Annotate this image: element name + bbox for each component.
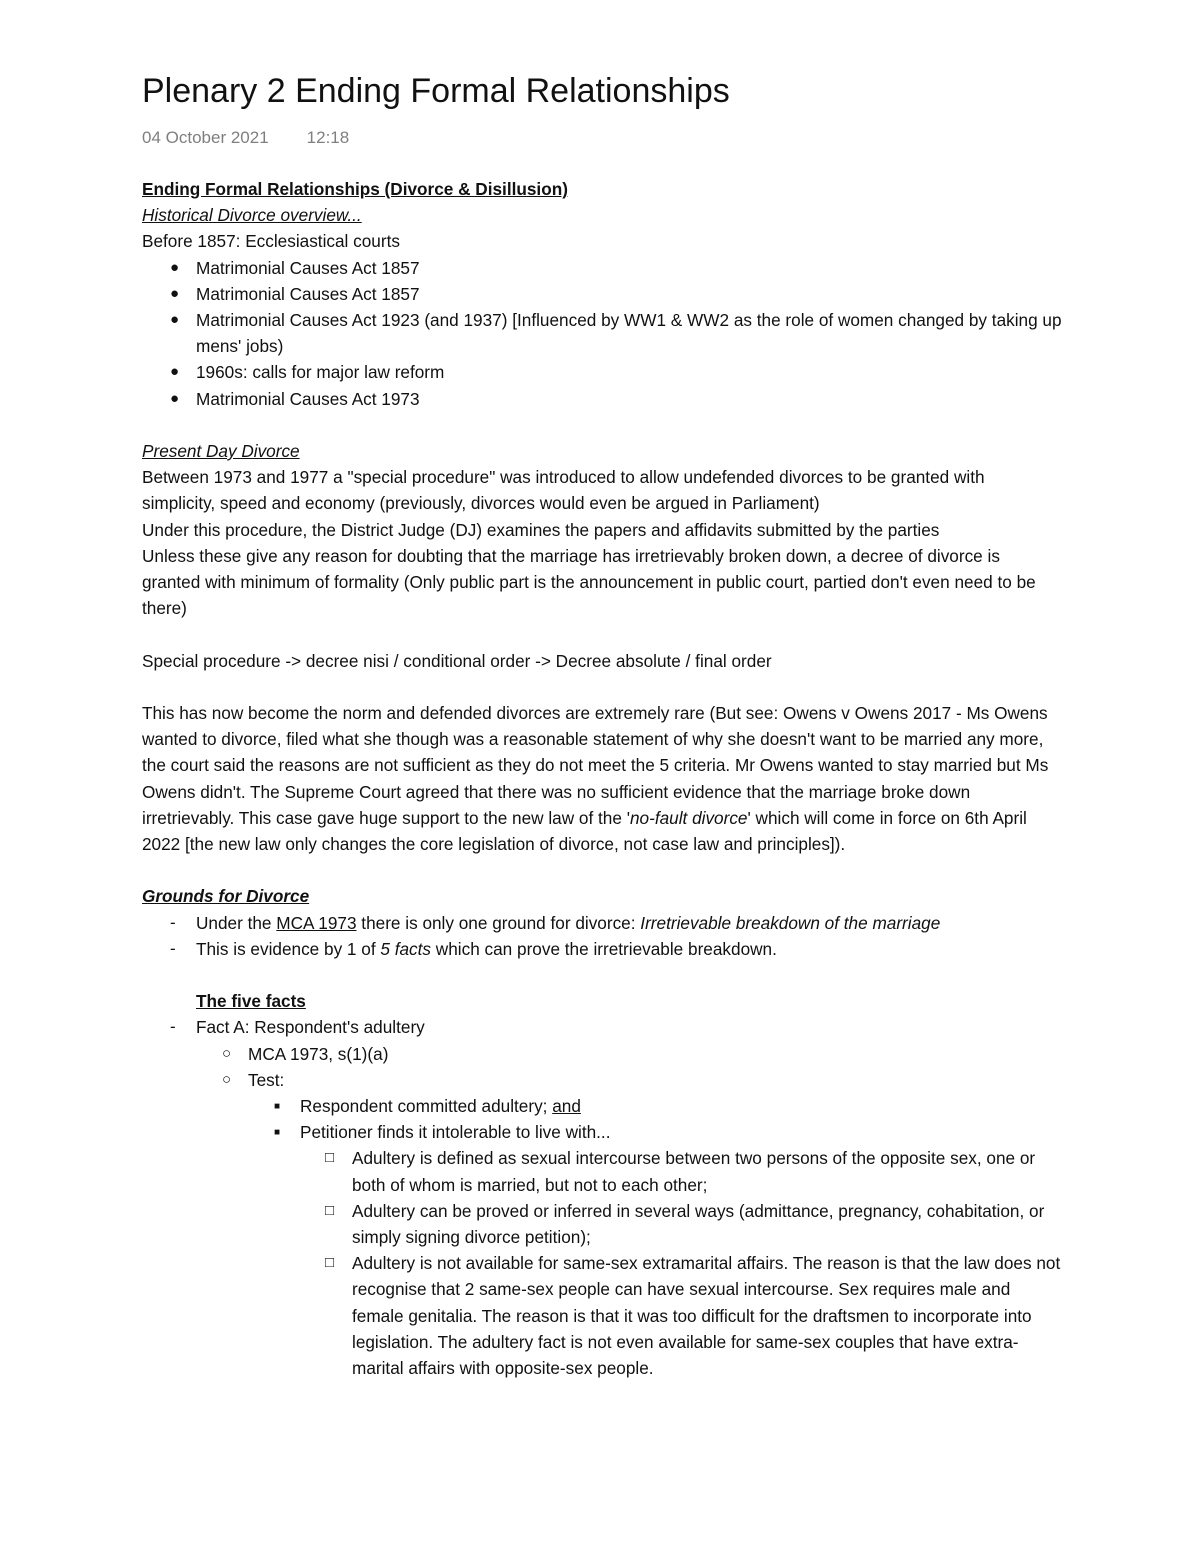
- subheading-historical: Historical Divorce overview...: [142, 205, 362, 226]
- section-heading-grounds: Grounds for Divorce: [142, 886, 310, 907]
- list-item: ● Matrimonial Causes Act 1973: [142, 386, 1062, 412]
- underlined-term: and: [552, 1096, 581, 1117]
- test-list: [142, 1093, 1062, 1145]
- paragraph: Under this procedure, the District Judge (DJ) examines the papers and affidavits submitted by the parties: [142, 519, 940, 540]
- facts-list: [142, 1014, 1062, 1040]
- italic-term: 5 facts: [380, 938, 432, 959]
- note-body: [142, 176, 1062, 1381]
- bullet-icon: ●: [170, 363, 180, 381]
- list-item: ○ Test:: [142, 1067, 1062, 1093]
- underlined-term: MCA 1973: [276, 912, 357, 933]
- list-item: - This is evidence by 1 of 5 facts which can prove the irretrievable breakdown.: [142, 936, 1062, 962]
- dash-icon: -: [170, 938, 176, 958]
- hollow-square-bullet-icon: □: [325, 1149, 335, 1167]
- list-item: □ Adultery can be proved or inferred in several ways (admittance, pregnancy, cohabitation, or simply signing divorce petition);: [142, 1198, 1062, 1250]
- note-meta: [142, 128, 349, 148]
- list-item: ● Matrimonial Causes Act 1857: [142, 281, 1062, 307]
- fact-a-sublist: [142, 1041, 1062, 1093]
- list-item: ● Matrimonial Causes Act 1923 (and 1937) [Influenced by WW1 & WW2 as the role of women changed by taking up mens' jobs): [142, 307, 1062, 359]
- list-item: ■ Respondent committed adultery; and: [142, 1093, 1062, 1119]
- circle-bullet-icon: ○: [222, 1044, 232, 1062]
- list-item: □ Adultery is not available for same-sex extramarital affairs. The reason is that the law does not recognise that 2 same-sex people can have sexual intercourse. Sex requires male and female genitalia. The reason is that it was too difficult for the draftsmen to incorporate into legislation. The adultery fact is not even available for same-sex couples that have extra-marital affairs with opposite-sex people.: [142, 1250, 1062, 1381]
- page-title: Plenary 2 Ending Formal Relationships: [142, 72, 730, 110]
- bullet-icon: ●: [170, 389, 180, 407]
- paragraph: Between 1973 and 1977 a "special procedure" was introduced to allow undefended divorces to be granted with simplicity, speed and economy (previously, divorces would even be argued in Parliament): [142, 467, 985, 514]
- square-bullet-icon: ■: [274, 1127, 281, 1139]
- subheading-present-day: Present Day Divorce: [142, 441, 300, 462]
- note-time: 12:18: [306, 128, 350, 147]
- intro-line: Before 1857: Ecclesiastical courts: [142, 231, 400, 252]
- note-date: 04 October 2021: [142, 128, 269, 147]
- facts-heading: The five facts: [196, 991, 306, 1012]
- hollow-square-bullet-icon: □: [325, 1254, 335, 1272]
- circle-bullet-icon: ○: [222, 1070, 232, 1088]
- list-item: □ Adultery is defined as sexual intercourse between two persons of the opposite sex, one or both of whom is married, but not to each other;: [142, 1145, 1062, 1197]
- italic-term: no-fault divorce: [629, 807, 748, 828]
- list-item: - Fact A: Respondent's adultery: [142, 1014, 1062, 1040]
- bullet-icon: ●: [170, 284, 180, 302]
- paragraph: Unless these give any reason for doubting that the marriage has irretrievably broken down, a decree of divorce is granted with minimum of formality (Only public part is the announcement in public court, partied don't even need to be there): [142, 545, 1036, 619]
- section-heading-ending: Ending Formal Relationships (Divorce & Disillusion): [142, 179, 568, 199]
- adultery-details-list: [142, 1145, 1062, 1381]
- list-item: ● Matrimonial Causes Act 1857: [142, 255, 1062, 281]
- dash-icon: -: [170, 912, 176, 932]
- list-item: ○ MCA 1973, s(1)(a): [142, 1041, 1062, 1067]
- hollow-square-bullet-icon: □: [325, 1201, 335, 1219]
- list-item: ● 1960s: calls for major law reform: [142, 359, 1062, 385]
- dash-icon: -: [170, 1017, 176, 1037]
- italic-term: Irretrievable breakdown of the marriage: [640, 912, 941, 933]
- list-item: - Under the MCA 1973 there is only one ground for divorce: Irretrievable breakdown of the marriage: [142, 910, 1062, 936]
- bullet-icon: ●: [170, 258, 180, 276]
- square-bullet-icon: ■: [274, 1101, 281, 1113]
- historical-list: [142, 255, 1062, 412]
- list-item: ■ Petitioner finds it intolerable to live with...: [142, 1119, 1062, 1145]
- paragraph-owens: This has now become the norm and defended divorces are extremely rare (But see: Owens v Owens 2017 - Ms Owens wanted to divorce, filed what she though was a reasonable statement of why she doesn't want to be married any more, the court said the reasons are not sufficient as they do not meet the 5 criteria. Mr Owens wanted to stay married but Ms Owens didn't. The Supreme Court agreed that there was no sufficient evidence that the marriage broke down irretrievably. This case gave huge support to the new law of the 'no-fault divorce' which will come in force on 6th April 2022 [the new law only changes the core legislation of divorce, not case law and principles]).: [142, 703, 1049, 855]
- grounds-list: [142, 910, 1062, 962]
- paragraph: Special procedure -> decree nisi / conditional order -> Decree absolute / final order: [142, 650, 772, 671]
- bullet-icon: ●: [170, 311, 180, 329]
